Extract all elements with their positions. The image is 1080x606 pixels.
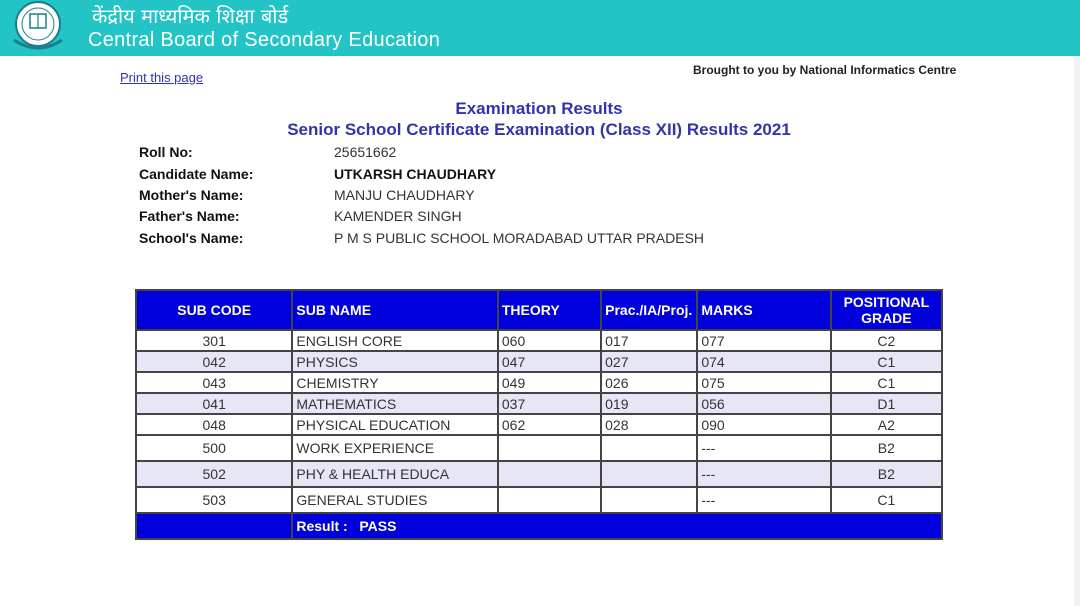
sub-name: MATHEMATICS [292, 393, 498, 414]
table-row [136, 487, 942, 513]
header-positional-grade: POSITIONAL GRADE [831, 290, 942, 330]
sub-name: PHYSICAL EDUCATION [292, 414, 498, 435]
total-marks: 056 [697, 393, 830, 414]
sub-code: 500 [136, 435, 292, 461]
total-marks: --- [697, 435, 830, 461]
sub-name: ENGLISH CORE [292, 330, 498, 351]
header-sub-code: SUB CODE [136, 290, 292, 330]
theory-marks: 047 [498, 351, 601, 372]
cbse-logo [4, 0, 72, 54]
roll-value: 25651662 [334, 144, 397, 160]
grade: D1 [831, 393, 942, 414]
sub-name: GENERAL STUDIES [292, 487, 498, 513]
table-header-row [136, 290, 942, 330]
sub-code: 048 [136, 414, 292, 435]
board-name-english: Central Board of Secondary Education [88, 29, 441, 51]
grade: C1 [831, 372, 942, 393]
page-title: Examination Results [455, 99, 623, 118]
theory-marks: 037 [498, 393, 601, 414]
table-row [136, 330, 942, 351]
credit-text: Brought to you by National Informatics Centre [693, 63, 957, 77]
school-name-label: School's Name: [139, 230, 244, 246]
table-row [136, 461, 942, 487]
mother-name-value: MANJU CHAUDHARY [334, 187, 475, 203]
board-name-hindi: केंद्रीय माध्यमिक शिक्षा बोर्ड [92, 4, 289, 28]
print-page-link[interactable]: Print this page [120, 70, 204, 85]
sub-code: 502 [136, 461, 292, 487]
father-name-label: Father's Name: [139, 208, 240, 224]
sub-name: PHYSICS [292, 351, 498, 372]
total-marks: 077 [697, 330, 830, 351]
table-row [136, 372, 942, 393]
school-name-value: P M S PUBLIC SCHOOL MORADABAD UTTAR PRADESH [334, 230, 705, 246]
sub-code: 301 [136, 330, 292, 351]
sub-name: PHY & HEALTH EDUCA [292, 461, 498, 487]
result-text: Result : PASS [292, 513, 942, 539]
header-practical: Prac./IA/Proj. [601, 290, 697, 330]
sub-name: WORK EXPERIENCE [292, 435, 498, 461]
header-sub-name: SUB NAME [292, 290, 498, 330]
total-marks: --- [697, 487, 830, 513]
theory-marks: 062 [498, 414, 601, 435]
sub-code: 042 [136, 351, 292, 372]
practical-marks: 017 [601, 330, 697, 351]
table-row [136, 393, 942, 414]
marks-table [135, 289, 943, 540]
roll-label: Roll No: [139, 144, 193, 160]
candidate-name-value: UTKARSH CHAUDHARY [334, 166, 497, 182]
theory-marks: 060 [498, 330, 601, 351]
result-row [136, 513, 942, 539]
practical-marks: 027 [601, 351, 697, 372]
grade: A2 [831, 414, 942, 435]
theory-marks: 049 [498, 372, 601, 393]
total-marks: 090 [697, 414, 830, 435]
grade: B2 [831, 435, 942, 461]
total-marks: --- [697, 461, 830, 487]
header-theory: THEORY [498, 290, 601, 330]
practical-marks [601, 487, 697, 513]
practical-marks [601, 435, 697, 461]
candidate-name-label: Candidate Name: [139, 166, 254, 182]
exam-title: Senior School Certificate Examination (Class XII) Results 2021 [287, 120, 791, 139]
header-marks: MARKS [697, 290, 830, 330]
table-row [136, 351, 942, 372]
sub-code: 043 [136, 372, 292, 393]
theory-marks [498, 435, 601, 461]
grade: C1 [831, 487, 942, 513]
practical-marks [601, 461, 697, 487]
result-spacer [136, 513, 292, 539]
grade: C2 [831, 330, 942, 351]
practical-marks: 019 [601, 393, 697, 414]
mother-name-label: Mother's Name: [139, 187, 244, 203]
total-marks: 075 [697, 372, 830, 393]
table-row [136, 414, 942, 435]
grade: C1 [831, 351, 942, 372]
site-header [0, 0, 1080, 56]
sub-name: CHEMISTRY [292, 372, 498, 393]
theory-marks [498, 461, 601, 487]
grade: B2 [831, 461, 942, 487]
father-name-value: KAMENDER SINGH [334, 208, 462, 224]
table-row [136, 435, 942, 461]
theory-marks [498, 487, 601, 513]
practical-marks: 026 [601, 372, 697, 393]
total-marks: 074 [697, 351, 830, 372]
sub-code: 041 [136, 393, 292, 414]
practical-marks: 028 [601, 414, 697, 435]
sub-code: 503 [136, 487, 292, 513]
